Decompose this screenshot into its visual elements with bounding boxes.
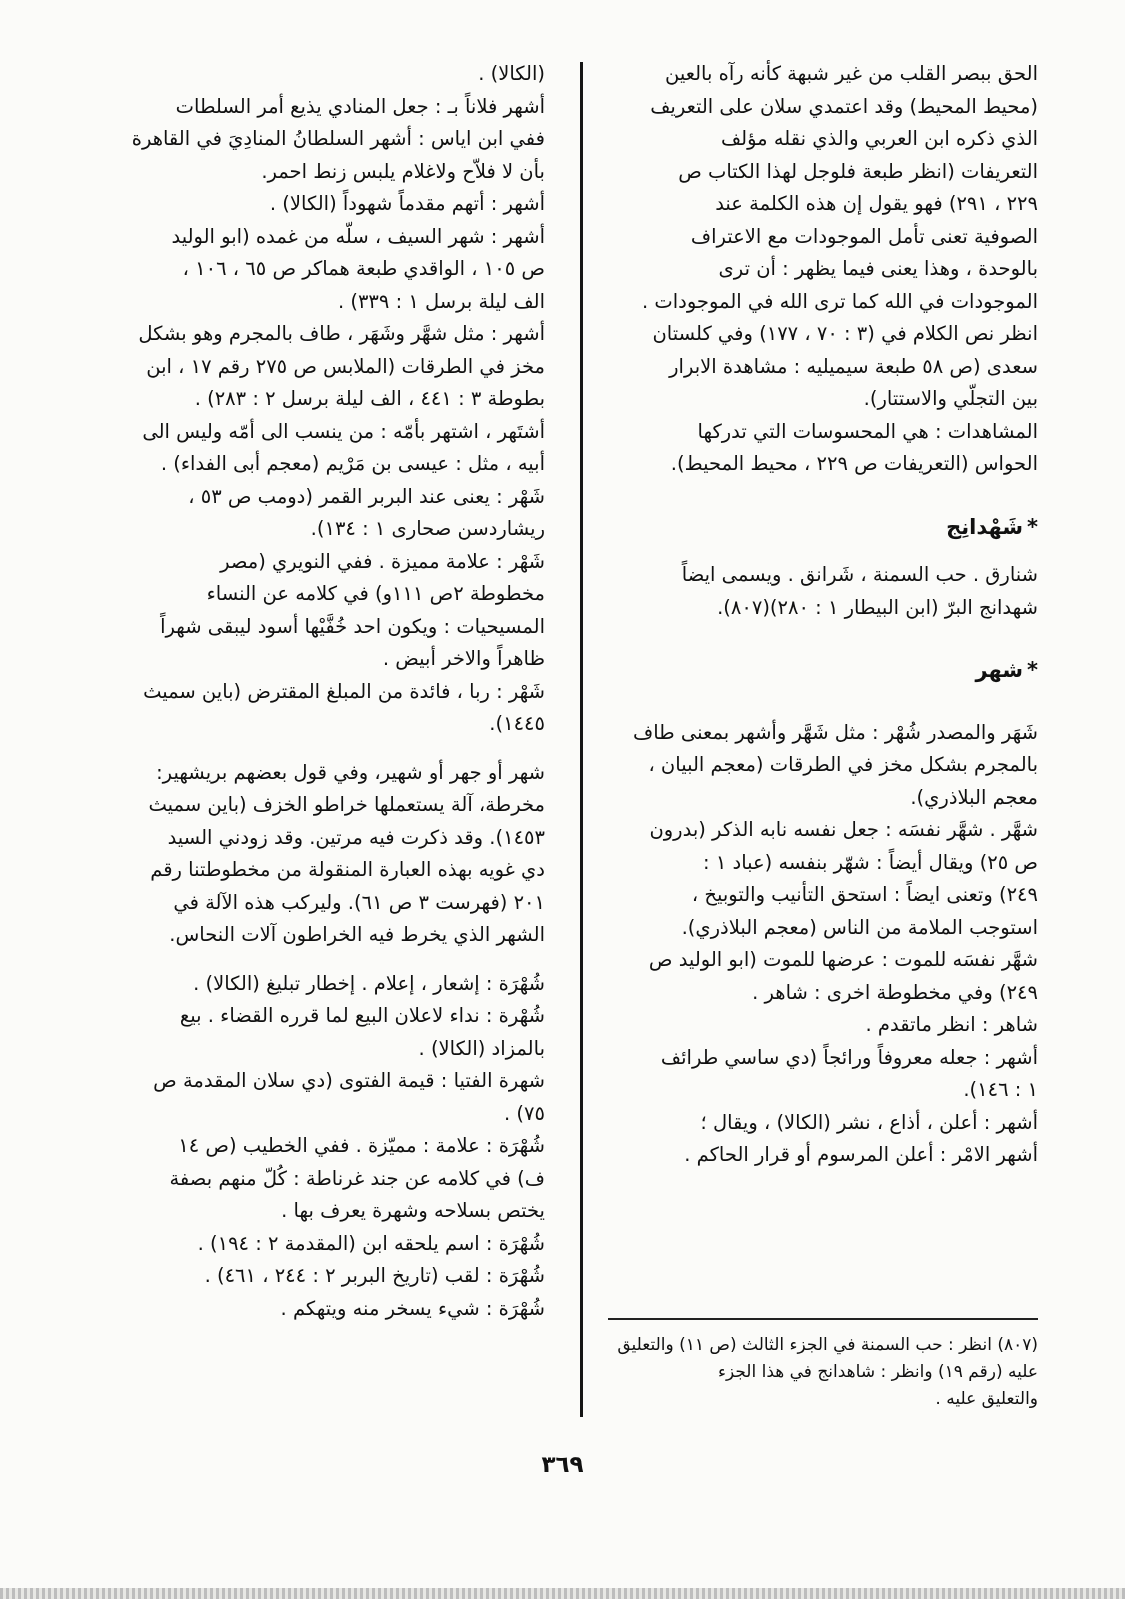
text-line: أبيه ، مثل : عيسى بن مَرْيم (معجم أبى الفداء) . bbox=[160, 452, 545, 475]
text-line: سعدى (ص ٥٨ طبعة سيميليه : مشاهدة الابرار bbox=[669, 354, 1038, 378]
text-line: الذي ذكره ابن العربي والذي نقله مؤلف bbox=[720, 127, 1038, 150]
text-line: شهَّر . شهَّر نفسَه : جعل نفسه نابه الذكر (بدرون bbox=[649, 818, 1038, 841]
text-line: الموجودات في الله كما ترى الله في الموجودات . bbox=[641, 289, 1038, 313]
text-line: ظاهراً والاخر أبيض . bbox=[382, 647, 545, 670]
text-line: ١٤٥٣). وقد ذكرت فيه مرتين. وقد زودني السيد bbox=[167, 825, 545, 849]
shuhra-entries bbox=[105, 968, 545, 1326]
left-column bbox=[105, 58, 545, 1325]
text-line: شهدانج البرّ (ابن البيطار ١ : ٢٨٠)(٨٠٧). bbox=[717, 595, 1038, 619]
text-line: ففي ابن اياس : أشهر السلطانُ المنادِيَ في القاهرة bbox=[131, 127, 545, 150]
text-line: ٢٤٩) وفي مخطوطة اخرى : شاهر . bbox=[752, 980, 1038, 1004]
text-line: بالمجرم بشكل مخز في الطرقات (معجم البيان ، bbox=[648, 753, 1038, 776]
text-line: ١٤٤٥). bbox=[489, 712, 545, 735]
entry-marker: * bbox=[1027, 514, 1038, 539]
text-line: شنارق . حب السمنة ، شَرانق . ويسمى ايضاً bbox=[681, 563, 1038, 586]
text-line: دي غويه بهذه العبارة المنقولة من مخطوطتنا رقم bbox=[150, 858, 545, 881]
scan-edge bbox=[0, 1588, 1125, 1599]
text-line: أشهر فلاناً بـ : جعل المنادي يذيع أمر السلطات bbox=[175, 94, 545, 118]
footnote-line: عليه (رقم ١٩) وانظر : شاهدانج في هذا الجزء bbox=[717, 1362, 1038, 1382]
text-line: أشهر : شهر السيف ، سلّه من غمده (ابو الوليد bbox=[171, 224, 545, 248]
text-line: استوجب الملامة من الناس (معجم البلاذري). bbox=[681, 915, 1038, 939]
text-line: بطوطة ٣ : ٤٤١ ، الف ليلة برسل ٢ : ٢٨٣) . bbox=[194, 387, 545, 410]
text-line: ٢٠١ (فهرست ٣ ص ٦١). وليركب هذه الآلة في bbox=[173, 890, 545, 914]
entry-heading-shahr bbox=[606, 654, 1038, 687]
text-line: بالوحدة ، وهذا يعنى فيما يظهر : أن ترى bbox=[718, 257, 1038, 280]
text-line: أشهر : مثل شهَّر وشَهَر ، طاف بالمجرم وهو بشكل bbox=[138, 322, 545, 345]
footnote-rule bbox=[608, 1318, 1038, 1320]
text-line: أشهر : أعلن ، أذاع ، نشر (الكالا) ، ويقال ؛ bbox=[700, 1110, 1038, 1134]
text-line: بين التجلّي والاستتار). bbox=[863, 387, 1038, 410]
text-line: الشهر الذي يخرط فيه الخراطون آلات النحاس. bbox=[169, 923, 545, 946]
text-line: شهرة الفتيا : قيمة الفتوى (دي سلان المقدمة ص bbox=[153, 1069, 545, 1092]
text-line: ٢٤٩) وتعنى ايضاً : استحق التأنيب والتوبيخ ، bbox=[691, 883, 1038, 906]
page-number: ٣٦٩ bbox=[541, 1452, 584, 1478]
text-line: ف) في كلامه عن جند غرناطة : كُلّ منهم بصفة bbox=[169, 1166, 545, 1190]
text-line: أشهر الامْر : أعلن المرسوم أو قرار الحاكم . bbox=[684, 1143, 1038, 1166]
text-line: مخز في الطرقات (الملابس ص ٢٧٥ رقم ١٧ ، ابن bbox=[146, 354, 545, 378]
entry-heading-text: شهر bbox=[975, 658, 1024, 682]
text-line: ص ٢٥) ويقال أيضاً : شهّر بنفسه (عباد ١ : bbox=[703, 850, 1038, 874]
text-line: شهر أو جهر أو شهير، وفي قول بعضهم بريشهير: bbox=[156, 760, 545, 784]
text-line: معجم البلاذري). bbox=[910, 785, 1038, 809]
text-line: الحواس (التعريفات ص ٢٢٩ ، محيط المحيط). bbox=[670, 452, 1038, 475]
text-line: شُهْرَة : شيء يسخر منه ويتهكم . bbox=[280, 1296, 545, 1320]
text-line: شَهَر والمصدر شُهْر : مثل شَهَّر وأشهر بمعنى طاف bbox=[633, 720, 1038, 744]
column-divider bbox=[580, 62, 583, 1417]
text-line: بأن لا فلاّح ولاغلام يلبس زنط احمر. bbox=[261, 159, 545, 183]
ashhar-entries bbox=[105, 58, 545, 741]
text-line: شُهْرة : نداء لاعلان البيع لما قرره القضاء . بيع bbox=[179, 1004, 545, 1027]
text-line: ٧٥) . bbox=[504, 1101, 545, 1125]
mushahadat-paragraph bbox=[606, 416, 1038, 481]
text-line: (الكالا) . bbox=[478, 62, 545, 85]
text-line: شُهْرَة : اسم يلحقه ابن (المقدمة ٢ : ١٩٤) . bbox=[197, 1231, 545, 1255]
right-column bbox=[606, 58, 1038, 1172]
text-line: التعريفات (انظر طبعة فلوجل لهذا الكتاب ص bbox=[678, 159, 1038, 183]
text-line: شهَّر نفسَه للموت : عرضها للموت (ابو الوليد ص bbox=[648, 948, 1038, 971]
text-line: ريشاردسن صحارى ١ : ١٣٤). bbox=[310, 517, 545, 540]
text-line: أشهر : أتهم مقدماً شهوداً (الكالا) . bbox=[269, 192, 545, 215]
text-line: شُهْرَة : لقب (تاريخ البربر ٢ : ٢٤٤ ، ٤٦١) . bbox=[204, 1264, 545, 1287]
shahr-paragraph bbox=[606, 717, 1038, 1172]
text-line: المسيحيات : ويكون احد خُفَّيْها أسود ليبقى شهراً bbox=[160, 614, 545, 638]
text-line: شَهْر : علامة مميزة . ففي النويري (مصر bbox=[220, 549, 545, 573]
entry-heading-shahdanij bbox=[606, 511, 1038, 544]
entry-marker: * bbox=[1027, 658, 1038, 682]
text-line: الحق ببصر القلب من غير شبهة كأنه رآه بالعين bbox=[664, 62, 1038, 85]
text-line: شاهر : انظر ماتقدم . bbox=[865, 1013, 1038, 1036]
text-line: ص ١٠٥ ، الواقدي طبعة هماكر ص ٦٥ ، ١٠٦ ، bbox=[182, 257, 545, 280]
text-line: أشتَهر ، اشتهر بأمّه : من ينسب الى أمّه وليس الى bbox=[142, 419, 545, 443]
entry-heading-text: شَهْدانِج bbox=[946, 514, 1024, 539]
shahdanij-paragraph bbox=[606, 559, 1038, 624]
footnote bbox=[608, 1332, 1038, 1413]
text-line: ٢٢٩ ، ٢٩١) فهو يقول إن هذه الكلمة عند bbox=[715, 192, 1038, 215]
text-line: الف ليلة برسل ١ : ٣٣٩) . bbox=[337, 289, 545, 313]
text-line: مخرطة، آلة يستعملها خراطو الخزف (باين سميث bbox=[148, 793, 545, 816]
text-line: شُهْرَة : إشعار ، إعلام . إخطار تبليغ (الكالا) . bbox=[193, 971, 545, 995]
text-line: شَهْر : ربا ، فائدة من المبلغ المقترض (باين سميث bbox=[143, 679, 545, 703]
footnote-line: والتعليق عليه . bbox=[935, 1389, 1038, 1409]
footnote-line: (٨٠٧) انظر : حب السمنة في الجزء الثالث (ص ١١) والتعليق bbox=[617, 1335, 1038, 1355]
text-line: مخطوطة ٢ص ١١١و) في كلامه عن النساء bbox=[206, 582, 545, 605]
text-line: المشاهدات : هي المحسوسات التي تدركها bbox=[697, 419, 1038, 443]
text-line: شَهْر : يعنى عند البربر القمر (دومب ص ٥٣ ، bbox=[188, 484, 545, 508]
text-line: انظر نص الكلام في (٣ : ٧٠ ، ١٧٧) وفي كلستان bbox=[652, 322, 1038, 345]
text-line: ١ : ١٤٦). bbox=[963, 1078, 1038, 1101]
text-line: (محيط المحيط) وقد اعتمدي سلان على التعريف bbox=[650, 94, 1038, 118]
shahr-lathe-entry bbox=[105, 757, 545, 952]
intro-paragraph bbox=[606, 58, 1038, 416]
text-line: أشهر : جعله معروفاً ورائجاً (دي ساسي طرائف bbox=[660, 1045, 1038, 1069]
text-line: الصوفية تعنى تأمل الموجودات مع الاعتراف bbox=[690, 224, 1038, 248]
text-line: يختص بسلاحه وشهرة يعرف بها . bbox=[281, 1199, 545, 1222]
text-line: بالمزاد (الكالا) . bbox=[418, 1036, 545, 1060]
text-line: شُهْرَة : علامة : مميّزة . ففي الخطيب (ص ١٤ bbox=[178, 1134, 545, 1157]
